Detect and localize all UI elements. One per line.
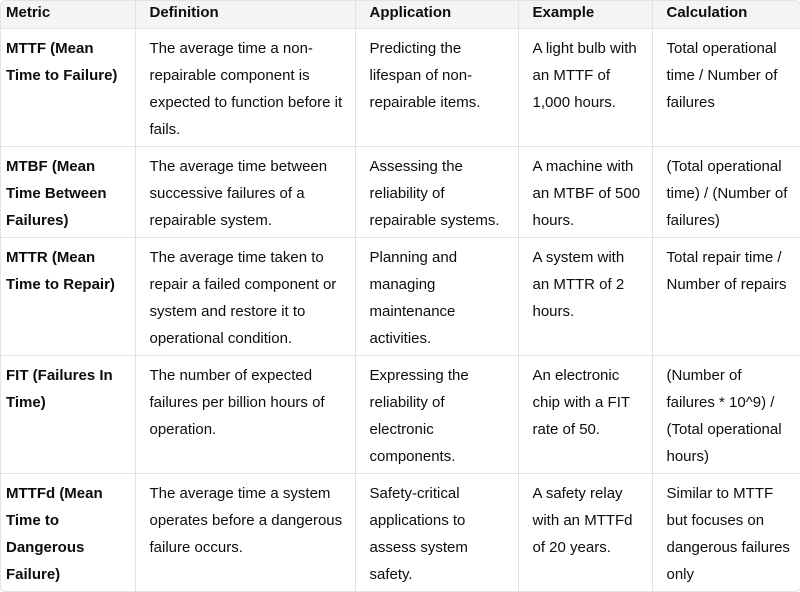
cell-application: Assessing the reliability of repairable systems. bbox=[355, 147, 518, 238]
cell-calculation: Total operational time / Number of failures bbox=[652, 29, 800, 147]
table-row bbox=[1, 147, 800, 238]
cell-application: Safety-critical applications to assess system safety. bbox=[355, 474, 518, 592]
cell-definition: The average time a system operates before a dangerous failure occurs. bbox=[135, 474, 355, 592]
cell-calculation: (Number of failures * 10^9) / (Total operational hours) bbox=[652, 356, 800, 474]
cell-metric: MTBF (Mean Time Between Failures) bbox=[1, 147, 135, 238]
cell-example: An electronic chip with a FIT rate of 50. bbox=[518, 356, 652, 474]
cell-metric: MTTR (Mean Time to Repair) bbox=[1, 238, 135, 356]
cell-application: Predicting the lifespan of non-repairable items. bbox=[355, 29, 518, 147]
cell-definition: The average time between successive failures of a repairable system. bbox=[135, 147, 355, 238]
table-body bbox=[1, 29, 800, 592]
cell-definition: The average time taken to repair a failed component or system and restore it to operational condition. bbox=[135, 238, 355, 356]
cell-example: A machine with an MTBF of 500 hours. bbox=[518, 147, 652, 238]
table-row bbox=[1, 356, 800, 474]
cell-metric: FIT (Failures In Time) bbox=[1, 356, 135, 474]
cell-application: Expressing the reliability of electronic components. bbox=[355, 356, 518, 474]
cell-application: Planning and managing maintenance activities. bbox=[355, 238, 518, 356]
cell-example: A light bulb with an MTTF of 1,000 hours. bbox=[518, 29, 652, 147]
column-header-definition: Definition bbox=[135, 1, 355, 29]
column-header-example: Example bbox=[518, 1, 652, 29]
cell-calculation: (Total operational time) / (Number of failures) bbox=[652, 147, 800, 238]
cell-example: A safety relay with an MTTFd of 20 years. bbox=[518, 474, 652, 592]
table-row bbox=[1, 238, 800, 356]
cell-metric: MTTFd (Mean Time to Dangerous Failure) bbox=[1, 474, 135, 592]
header-row bbox=[1, 1, 800, 29]
cell-calculation: Total repair time / Number of repairs bbox=[652, 238, 800, 356]
column-header-application: Application bbox=[355, 1, 518, 29]
cell-example: A system with an MTTR of 2 hours. bbox=[518, 238, 652, 356]
column-header-calculation: Calculation bbox=[652, 1, 800, 29]
table-row bbox=[1, 29, 800, 147]
column-header-metric: Metric bbox=[1, 1, 135, 29]
cell-definition: The number of expected failures per billion hours of operation. bbox=[135, 356, 355, 474]
table-header bbox=[1, 1, 800, 29]
table-row bbox=[1, 474, 800, 592]
cell-definition: The average time a non-repairable component is expected to function before it fails. bbox=[135, 29, 355, 147]
cell-metric: MTTF (Mean Time to Failure) bbox=[1, 29, 135, 147]
reliability-metrics-table bbox=[1, 1, 800, 592]
cell-calculation: Similar to MTTF but focuses on dangerous failures only bbox=[652, 474, 800, 592]
